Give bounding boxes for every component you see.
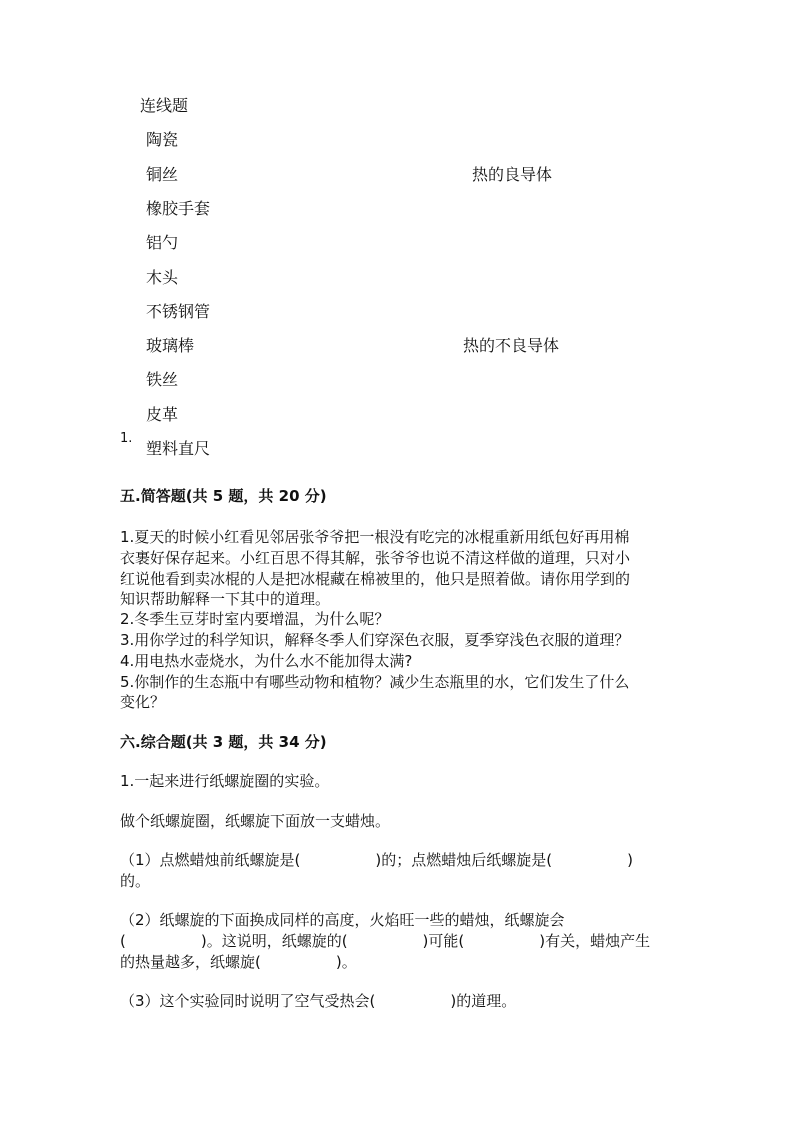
matching-title: 连线题: [140, 96, 189, 115]
s6-intro: 做个纸螺旋圈，纸螺旋下面放一支蜡烛。: [120, 812, 391, 830]
left-item-aluminum-spoon: 铝勺: [146, 233, 179, 252]
section6-heading: 六.综合题(共 3 题，共 34 分): [120, 733, 327, 751]
left-item-plastic-ruler: 塑料直尺: [146, 439, 211, 458]
s5-q1-line: 衣裹好保存起来。小红百思不得其解，张爷爷也说不清这样做的道理，只对小: [120, 549, 631, 567]
left-item-glass-rod: 玻璃棒: [146, 336, 195, 355]
s5-q2: 2.冬季生豆芽时室内要增温，为什么呢？: [120, 610, 390, 628]
s5-q1-line: 知识帮助解释一下其中的道理。: [120, 590, 331, 608]
s6-q1-title: 1.一起来进行纸螺旋圈的实验。: [120, 772, 330, 790]
s5-q5-line: 5.你制作的生态瓶中有哪些动物和植物？减少生态瓶里的水，它们发生了什么: [120, 673, 630, 691]
section5-heading: 五.简答题(共 5 题，共 20 分): [120, 487, 327, 505]
left-item-iron-wire: 铁丝: [146, 370, 179, 389]
s6-p1-line: 的。: [120, 872, 151, 890]
s5-q1-line: 1.夏天的时候小红看见邻居张爷爷把一根没有吃完的冰棍重新用纸包好再用棉: [120, 528, 630, 546]
s6-p2-line: （2）纸螺旋的下面换成同样的高度，火焰旺一些的蜡烛，纸螺旋会: [120, 911, 565, 929]
s5-q3: 3.用你学过的科学知识，解释冬季人们穿深色衣服，夏季穿浅色衣服的道理？: [120, 631, 630, 649]
s5-q4: 4.用电热水壶烧水，为什么水不能加得太满?: [120, 652, 413, 670]
s5-q5-line: 变化？: [120, 693, 166, 711]
left-item-rubber-gloves: 橡胶手套: [146, 199, 211, 218]
left-item-copper-wire: 铜丝: [146, 165, 179, 184]
s6-p3: （3）这个实验同时说明了空气受热会( )的道理。: [120, 992, 517, 1010]
question-number: 1.: [120, 431, 133, 446]
left-item-wood: 木头: [146, 268, 179, 287]
s6-p1-line: （1）点燃蜡烛前纸螺旋是( )的；点燃蜡烛后纸螺旋是( ): [120, 851, 633, 869]
right-item-good-conductor: 热的良导体: [472, 165, 553, 184]
left-item-stainless-pipe: 不锈钢管: [146, 302, 211, 321]
s6-p2-line: ( )。这说明，纸螺旋的( )可能( )有关，蜡烛产生: [120, 932, 651, 950]
s5-q1-line: 红说他看到卖冰棍的人是把冰棍藏在棉被里的，他只是照着做。请你用学到的: [120, 570, 631, 588]
right-item-poor-conductor: 热的不良导体: [463, 336, 560, 355]
left-item-ceramic: 陶瓷: [146, 130, 179, 149]
s6-p2-line: 的热量越多，纸螺旋( )。: [120, 953, 357, 971]
left-item-leather: 皮革: [146, 405, 179, 424]
